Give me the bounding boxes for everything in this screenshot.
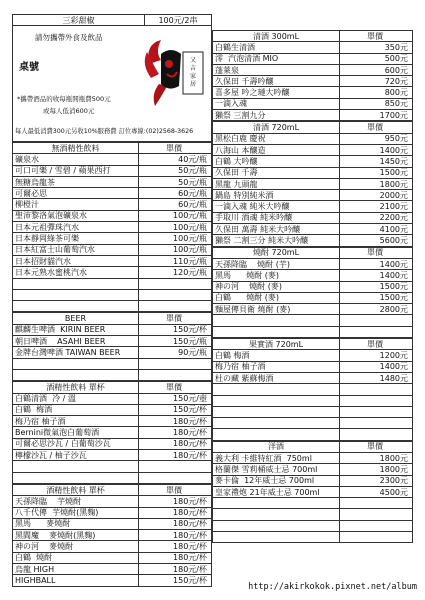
menu-item-row [13, 393, 212, 404]
menu-item-name: 檸檬沙瓦 / 柚子沙瓦 [13, 450, 139, 461]
menu-item-name: 白鶴 梅酒 [13, 404, 139, 415]
menu-item-name: 澪 汽泡清酒 MIO [213, 53, 340, 64]
section-header-row [213, 247, 413, 258]
svg-text:又: 又 [189, 57, 197, 64]
menu-item-name: 白鶴 燒酎 (麥) [213, 292, 340, 303]
menu-item-row [213, 464, 413, 475]
blank-row [213, 520, 413, 531]
blank-cell [139, 358, 212, 369]
menu-item-name: 格蘭傑 雪莉桶威士忌 700ml [213, 464, 340, 475]
blank-row [213, 395, 413, 406]
menu-item-row [13, 530, 212, 541]
menu-item-row [213, 53, 413, 64]
menu-item-row [13, 496, 212, 507]
restaurant-logo [141, 34, 209, 112]
menu-item-price: 180元/杯 [139, 416, 212, 427]
menu-item-name: 久保田 萬壽 純米大吟釀 [213, 224, 340, 235]
menu-item-row [213, 281, 413, 292]
menu-item-name: 八海山 本釀造 [213, 144, 340, 155]
menu-item-price: 4100元 [340, 224, 413, 235]
menu-item-row [13, 563, 212, 574]
menu-item-row [13, 518, 212, 529]
menu-item-name: 喜多屋 吟之璉大吟釀 [213, 87, 340, 98]
menu-item-price: 800元 [340, 87, 413, 98]
menu-item-price: 1500元 [340, 292, 413, 303]
menu-item-price: 180元/杯 [139, 496, 212, 507]
menu-item-row [13, 438, 212, 449]
blank-row [213, 498, 413, 509]
menu-item-row [213, 270, 413, 281]
blank-cell [13, 358, 139, 369]
blank-cell [13, 301, 139, 312]
menu-item-price: 1800元 [340, 452, 413, 463]
right-column [212, 30, 413, 543]
menu-item-row [213, 235, 413, 246]
info-box [12, 26, 212, 142]
menu-item-row [213, 475, 413, 486]
blank-cell [213, 315, 340, 326]
menu-item-price: 150元/杯 [139, 324, 212, 335]
section-title: 清酒 720mL [213, 122, 340, 133]
section-title: 洋酒 [213, 441, 340, 452]
menu-item-name: 黑松白鹿 慶祝 [213, 133, 340, 144]
svg-text:吉: 吉 [189, 65, 197, 72]
menu-item-price: 110元/瓶 [139, 255, 212, 266]
menu-item-name: 白鶴 梅酒 [213, 350, 340, 361]
menu-item-name: 手取川 酒魂 純米吟釀 [213, 212, 340, 223]
blank-row [213, 509, 413, 520]
section-title: 酒精性飲料 單杯 [13, 382, 139, 393]
menu-item-price: 2800元 [340, 304, 413, 315]
menu-item-name: 白鶴生清酒 [213, 42, 340, 53]
menu-item-row [13, 199, 212, 210]
blank-row [213, 532, 413, 543]
price-column-header: 單價 [139, 484, 212, 495]
blank-cell [340, 509, 413, 520]
menu-item-price: 1500元 [340, 281, 413, 292]
menu-item-name: 可爾必思 [13, 188, 139, 199]
menu-item-price: 1480元 [340, 372, 413, 383]
menu-item-name: 日本招財貓汽水 [13, 255, 139, 266]
menu-item-price: 180元/杯 [139, 427, 212, 438]
menu-item-name: 麵屋傳貝衛 燒酎 (麥) [213, 304, 340, 315]
menu-item-row [213, 190, 413, 201]
menu-item-name: 麒麟生啤酒 KIRIN BEER [13, 324, 139, 335]
menu-item-row [213, 361, 413, 372]
menu-item-row [13, 176, 212, 187]
menu-item-row [213, 304, 413, 315]
menu-item-name: 天孫降臨 燒酎 (芋) [213, 258, 340, 269]
menu-item-name: 烏龍 HIGH [13, 563, 139, 574]
menu-item-price: 2000元 [340, 190, 413, 201]
menu-item-name: 梅乃宿 柚子酒 [13, 416, 139, 427]
menu-item-row [13, 541, 212, 552]
blank-cell [340, 429, 413, 440]
right-section-table [212, 338, 413, 441]
blank-cell [213, 395, 340, 406]
blank-cell [340, 406, 413, 417]
menu-item-row [213, 292, 413, 303]
menu-item-name: 柳橙汁 [13, 199, 139, 210]
menu-item-price: 850元 [340, 98, 413, 109]
menu-item-price: 60元/瓶 [139, 199, 212, 210]
blank-cell [340, 498, 413, 509]
menu-item-name: 朝日啤酒 ASAHI BEER [13, 336, 139, 347]
menu-item-name: 黑馬 燒酎 (麥) [213, 270, 340, 281]
menu-item-name: 麥卡倫 12年威士忌 700ml [213, 475, 340, 486]
menu-item-price: 60元/瓶 [139, 188, 212, 199]
section-title: 無酒精性飲料 [13, 143, 139, 154]
blank-cell [213, 429, 340, 440]
blank-cell [340, 520, 413, 531]
menu-item-price: 1200元 [340, 350, 413, 361]
menu-item-name: 天孫降臨 芋燒酎 [13, 496, 139, 507]
price-column-header: 單價 [139, 313, 212, 324]
menu-item-price: 5600元 [340, 235, 413, 246]
menu-item-row [213, 350, 413, 361]
right-section-table [212, 30, 413, 121]
menu-item-name: 黑馬 麥燒酎 [13, 518, 139, 529]
blank-cell [213, 406, 340, 417]
menu-item-price: 180元/杯 [139, 438, 212, 449]
menu-item-name: 白鶴 大吟釀 [213, 156, 340, 167]
blank-row [13, 358, 212, 369]
menu-item-row [13, 188, 212, 199]
menu-item-price: 40元/瓶 [139, 154, 212, 165]
menu-item-name: 獺祭 二割三分 純米大吟釀 [213, 235, 340, 246]
blank-cell [139, 472, 212, 483]
menu-item-price: 100元/瓶 [139, 210, 212, 221]
menu-item-row [13, 165, 212, 176]
menu-item-row [13, 222, 212, 233]
menu-item-name: 久保田 千壽 [213, 167, 340, 178]
menu-item-price: 1500元 [340, 167, 413, 178]
menu-item-row [213, 156, 413, 167]
top-item-row [12, 14, 212, 26]
menu-item-name: 杜の藏 紫蘇梅酒 [213, 372, 340, 383]
blank-row [213, 326, 413, 337]
menu-item-row [13, 336, 212, 347]
price-column-header: 單價 [340, 339, 413, 350]
menu-item-row [213, 167, 413, 178]
menu-item-name: 無糖烏龍茶 [13, 176, 139, 187]
price-column-header: 單價 [340, 122, 413, 133]
menu-item-row [213, 201, 413, 212]
blank-row [213, 418, 413, 429]
blank-row [213, 406, 413, 417]
menu-item-name: 梅乃宿 柚子酒 [213, 361, 340, 372]
menu-item-price: 100元/瓶 [139, 244, 212, 255]
blank-row [13, 461, 212, 472]
menu-item-row [13, 347, 212, 358]
section-title: 酒精性飲料 單杯 [13, 484, 139, 495]
menu-item-name: 義大利 卡維特紅酒 750ml [213, 452, 340, 463]
blank-cell [213, 498, 340, 509]
blank-cell [13, 461, 139, 472]
menu-item-row [213, 212, 413, 223]
menu-item-row [13, 267, 212, 278]
blank-cell [213, 532, 340, 543]
menu-item-row [213, 486, 413, 497]
blank-cell [139, 278, 212, 289]
menu-item-price: 180元/杯 [139, 507, 212, 518]
menu-item-price: 150元/杯 [139, 575, 212, 586]
menu-item-price: 2100元 [340, 201, 413, 212]
blank-row [13, 472, 212, 483]
menu-item-row [13, 255, 212, 266]
menu-item-price: 180元/杯 [139, 530, 212, 541]
blank-cell [139, 461, 212, 472]
menu-item-row [213, 372, 413, 383]
menu-item-price: 1400元 [340, 361, 413, 372]
menu-item-row [213, 42, 413, 53]
blank-row [213, 429, 413, 440]
menu-item-price: 180元/杯 [139, 552, 212, 563]
blank-cell [340, 384, 413, 395]
blank-cell [213, 418, 340, 429]
menu-item-price: 180元/杯 [139, 541, 212, 552]
menu-item-name: 蓬萊泉 [213, 64, 340, 75]
blank-cell [340, 532, 413, 543]
menu-item-price: 350元 [340, 42, 413, 53]
menu-item-price: 1800元 [340, 178, 413, 189]
right-section-table [212, 121, 413, 246]
menu-item-row [213, 87, 413, 98]
menu-item-price: 180元/杯 [139, 450, 212, 461]
menu-item-row [213, 98, 413, 109]
blank-cell [340, 418, 413, 429]
menu-item-name: 聖沛黎洛氣泡礦泉水 [13, 210, 139, 221]
left-section-table [12, 381, 212, 484]
menu-item-name: 日本靜岡綠茶可樂 [13, 233, 139, 244]
menu-item-name: 鍋島 特別純米酒 [213, 190, 340, 201]
menu-item-price: 1700元 [340, 110, 413, 121]
blank-cell [213, 326, 340, 337]
section-header-row [213, 441, 413, 452]
top-item-price: 100元/2串 [158, 16, 198, 25]
menu-item-price: 950元 [340, 133, 413, 144]
menu-item-row [13, 404, 212, 415]
price-column-header: 單價 [340, 247, 413, 258]
section-header-row [213, 339, 413, 350]
blank-cell [340, 326, 413, 337]
blank-cell [139, 289, 212, 300]
menu-item-row [213, 64, 413, 75]
menu-item-row [213, 452, 413, 463]
blank-cell [340, 395, 413, 406]
outside-food-notice: 請勿攜帶外食及飲品 [35, 33, 103, 42]
blank-row [13, 369, 212, 380]
menu-item-price: 1800元 [340, 464, 413, 475]
menu-item-price: 1400元 [340, 270, 413, 281]
menu-item-row [13, 244, 212, 255]
menu-item-price: 150元/杯 [139, 404, 212, 415]
section-header-row [13, 382, 212, 393]
menu-item-name: 黑閻魔 麥燒酎(黑麴) [13, 530, 139, 541]
section-header-row [213, 31, 413, 42]
svg-text:家: 家 [189, 73, 197, 80]
price-column-header: 單價 [340, 441, 413, 452]
menu-item-name: 久保田 千壽吟釀 [213, 76, 340, 87]
menu-item-name: 一滴入魂 [213, 98, 340, 109]
blank-cell [13, 278, 139, 289]
menu-item-price: 1400元 [340, 144, 413, 155]
menu-item-row [13, 427, 212, 438]
left-section-table [12, 312, 212, 381]
menu-item-name: 黑龍 九頭龍 [213, 178, 340, 189]
left-section-table [12, 142, 212, 312]
right-section-table [212, 247, 413, 338]
left-menu-tables [12, 142, 212, 587]
blank-cell [139, 369, 212, 380]
menu-item-name: HIGHBALL [13, 575, 139, 586]
right-section-table [212, 441, 413, 544]
menu-item-row [13, 233, 212, 244]
menu-item-name: 神の河 燒酎 (麥) [213, 281, 340, 292]
menu-item-name: 金牌台灣啤酒 TAIWAN BEER [13, 347, 139, 358]
price-column-header: 單價 [340, 31, 413, 42]
menu-item-row [213, 76, 413, 87]
menu-item-price: 180元/杯 [139, 518, 212, 529]
blank-cell [13, 472, 139, 483]
menu-item-name: 白鶴清酒 冷 / 溫 [13, 393, 139, 404]
menu-item-price: 600元 [340, 64, 413, 75]
menu-item-price: 100元/瓶 [139, 233, 212, 244]
right-menu-tables [212, 30, 413, 543]
menu-item-price: 720元 [340, 76, 413, 87]
section-header-row [13, 143, 212, 154]
menu-item-row [213, 178, 413, 189]
menu-item-price: 500元 [340, 53, 413, 64]
left-column [12, 14, 212, 587]
section-title: 清酒 300mL [213, 31, 340, 42]
section-header-row [213, 122, 413, 133]
menu-item-row [13, 507, 212, 518]
menu-item-row [213, 110, 413, 121]
blank-cell [13, 289, 139, 300]
menu-item-row [213, 258, 413, 269]
price-column-header: 單價 [139, 143, 212, 154]
menu-item-price: 50元/瓶 [139, 165, 212, 176]
blank-row [13, 289, 212, 300]
menu-item-price: 150元/瓶 [139, 336, 212, 347]
menu-item-row [213, 133, 413, 144]
menu-item-price: 1400元 [340, 258, 413, 269]
top-item-name: 三彩甜椒 [13, 15, 145, 25]
blank-cell [213, 520, 340, 531]
menu-item-row [13, 450, 212, 461]
menu-item-row [213, 144, 413, 155]
menu-item-price: 180元/杯 [139, 563, 212, 574]
menu-item-price: 4500元 [340, 486, 413, 497]
menu-item-price: 1450元 [340, 156, 413, 167]
section-title: 果實酒 720mL [213, 339, 340, 350]
menu-item-price: 50元/瓶 [139, 176, 212, 187]
menu-item-name: 可爾必思沙瓦 / 白葡萄沙瓦 [13, 438, 139, 449]
menu-item-price: 120元/瓶 [139, 267, 212, 278]
blank-row [213, 384, 413, 395]
watermark-url: http://akirkokok.pixnet.net/album [248, 582, 417, 592]
blank-cell [13, 369, 139, 380]
menu-item-row [13, 210, 212, 221]
corkage-fee-note: *攜帶酒品的收每瓶開瓶費500元 [17, 95, 111, 103]
blank-cell [213, 509, 340, 520]
left-section-table [12, 484, 212, 587]
blank-cell [139, 301, 212, 312]
menu-item-name: 日本元熟水蜜桃汽水 [13, 267, 139, 278]
minimum-per-person-note: 或每人低消600元 [43, 107, 95, 115]
service-charge-note: 每人最低消費300元另收10%服務費 訂位專線:(02)2568-3626 [15, 128, 194, 135]
menu-item-price: 150元/壺 [139, 393, 212, 404]
menu-item-price: 2200元 [340, 212, 413, 223]
menu-item-row [13, 552, 212, 563]
blank-cell [340, 315, 413, 326]
section-title: BEER [13, 313, 139, 324]
menu-item-name: 獺祭 三割九分 [213, 110, 340, 121]
blank-cell [213, 384, 340, 395]
menu-item-name: 一滴入魂 純米大吟釀 [213, 201, 340, 212]
section-header-row [13, 313, 212, 324]
blank-row [213, 315, 413, 326]
price-column-header: 單價 [139, 382, 212, 393]
menu-item-price: 100元/瓶 [139, 222, 212, 233]
menu-item-name: 皇家禮炮 21年威士忌 700ml [213, 486, 340, 497]
section-header-row [13, 484, 212, 495]
menu-item-name: 八千代傳 芋燒酎(黑麴) [13, 507, 139, 518]
section-title: 燒酎 720mL [213, 247, 340, 258]
menu-item-name: 神の河 麥燒酎 [13, 541, 139, 552]
menu-item-row [13, 324, 212, 335]
menu-item-price: 90元/瓶 [139, 347, 212, 358]
table-number-label: 桌號 [19, 62, 39, 73]
menu-item-row [213, 224, 413, 235]
menu-item-name: 可口可樂 / 雪碧 / 蘋果西打 [13, 165, 139, 176]
blank-row [13, 301, 212, 312]
menu-item-name: 日本紅富士山葡萄汽水 [13, 244, 139, 255]
menu-item-name: Bernini微氣泡白葡萄酒 [13, 427, 139, 438]
menu-item-row [13, 416, 212, 427]
blank-row [13, 278, 212, 289]
menu-item-name: 日本元祖彈珠汽水 [13, 222, 139, 233]
menu-item-price: 2300元 [340, 475, 413, 486]
menu-item-name: 礦泉水 [13, 154, 139, 165]
menu-item-row [13, 575, 212, 586]
menu-item-name: 白鶴 燒酎 [13, 552, 139, 563]
svg-text:居: 居 [189, 81, 197, 88]
menu-item-row [13, 154, 212, 165]
